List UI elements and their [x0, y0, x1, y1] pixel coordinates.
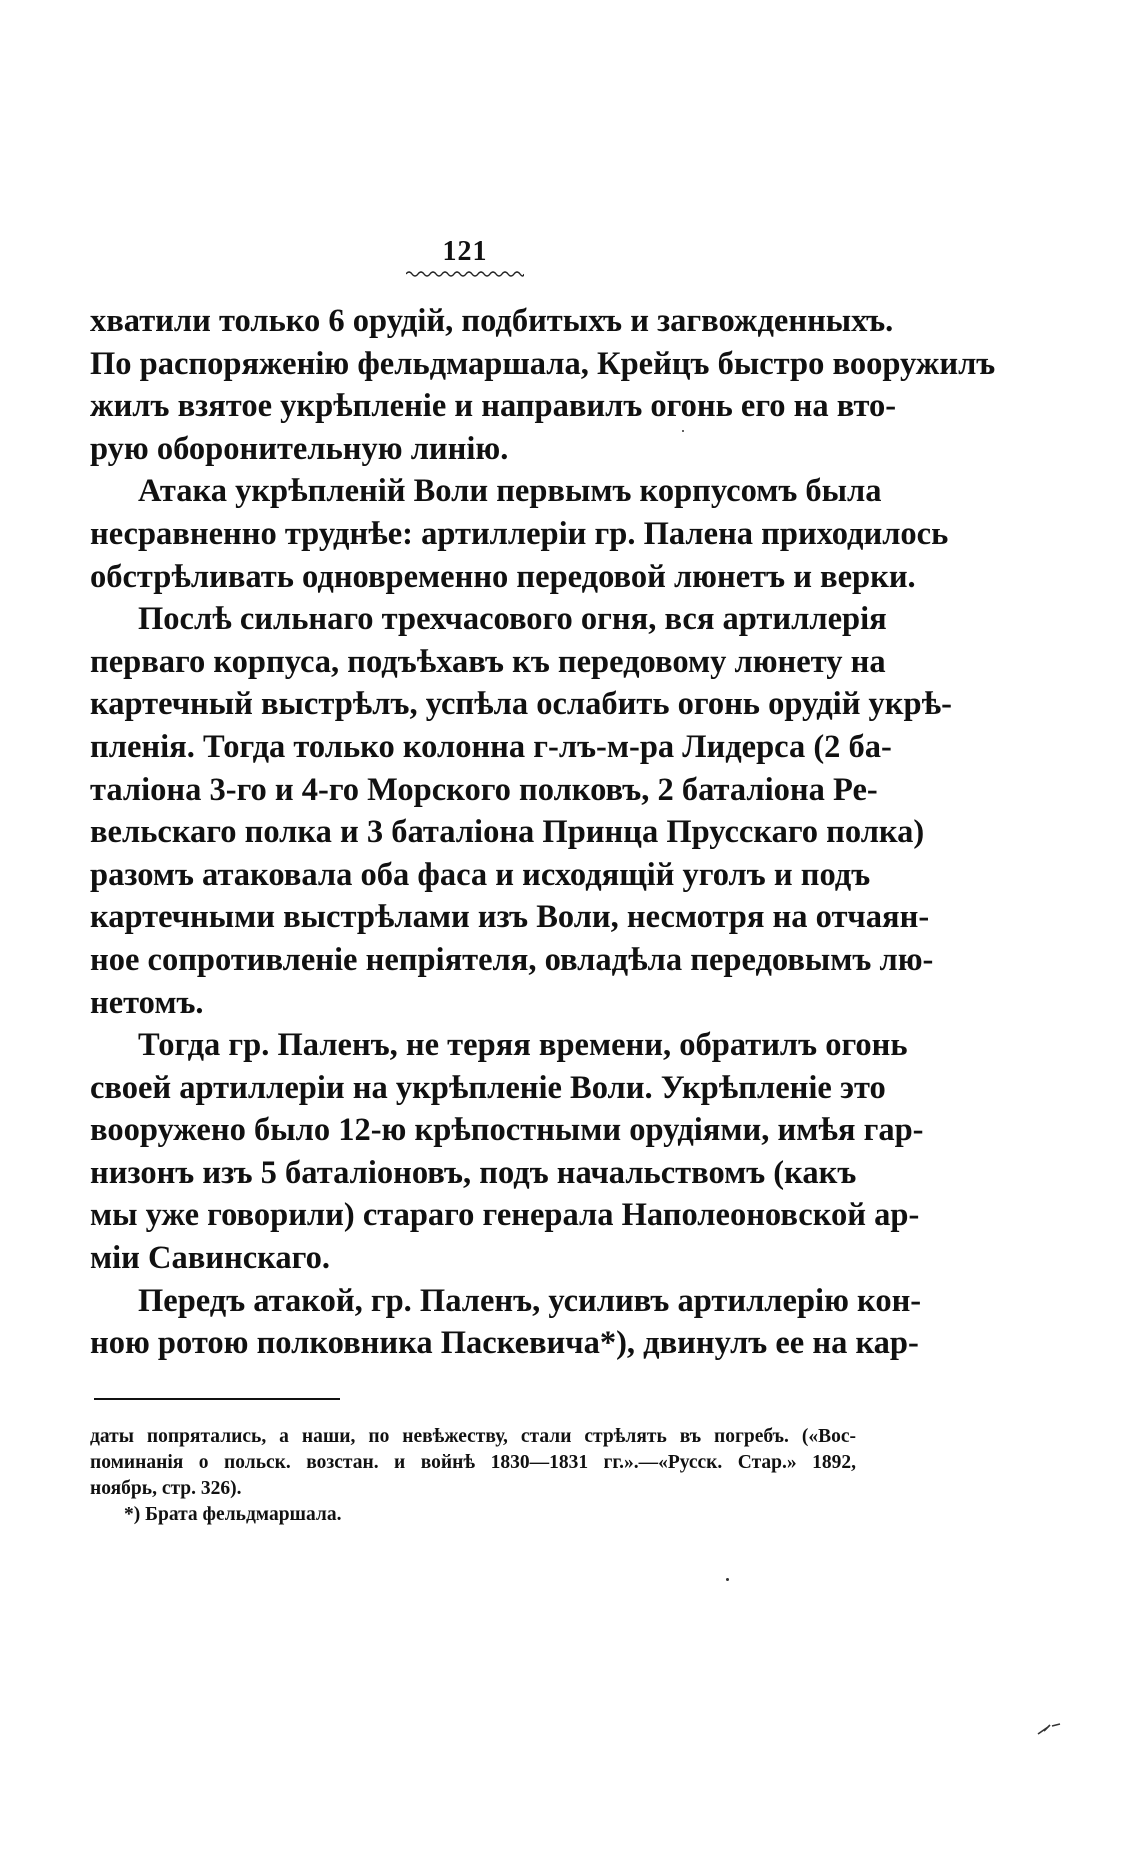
footnote-line: поминанія о польск. возстан. и войнѣ 1830—1831 гг.».—«Русск. Стар.» 1892,: [90, 1452, 856, 1473]
text-line: вельскаго полка и 3 баталіона Принца Прусскаго полка): [90, 814, 925, 851]
text-line: ною ротою полковника Паскевича*), двинулъ ее на кар-: [90, 1325, 919, 1362]
text-line: міи Савинскаго.: [90, 1240, 330, 1277]
footnote-line: ноябрь, стр. 326).: [90, 1478, 242, 1499]
text-line: нетомъ.: [90, 984, 204, 1021]
page-number: 121: [442, 236, 488, 267]
paper-speck: [726, 1578, 729, 1581]
footnote-divider: [94, 1398, 340, 1400]
paragraph-start: Послѣ сильнаго трехчасового огня, вся артиллерія: [138, 601, 887, 638]
paragraph-start: Атака укрѣпленій Воли первымъ корпусомъ была: [138, 473, 882, 510]
text-line: мы уже говорили) стараго генерала Наполеоновской ар-: [90, 1197, 920, 1234]
text-line: обстрѣливать одновременно передовой люнетъ и верки.: [90, 558, 916, 595]
footnotes: [90, 1424, 856, 1528]
text-line: пленія. Тогда только колонна г-лъ-м-ра Лидерса (2 ба-: [90, 728, 892, 765]
text-line: перваго корпуса, подъѣхавъ къ передовому люнету на: [90, 643, 886, 680]
text-line: картечными выстрѣлами изъ Воли, несмотря на отчаян-: [90, 899, 930, 936]
footnote-entry: *) Брата фельдмаршала.: [124, 1504, 342, 1525]
text-line: хватили только 6 орудій, подбитыхъ и загвожденныхъ.: [90, 303, 894, 339]
text-line: рую оборонительную линію.: [90, 430, 509, 467]
paragraph-start: Тогда гр. Паленъ, не теряя времени, обратилъ огонь: [138, 1027, 908, 1064]
page-number-ornament: [406, 270, 524, 278]
ink-mark: [1036, 1722, 1062, 1736]
text-line: несравненно труднѣе: артиллеріи гр. Палена приходилось: [90, 515, 949, 552]
text-line: своей артиллеріи на укрѣпленіе Воли. Укрѣпленіе это: [90, 1069, 886, 1106]
text-line: картечный выстрѣлъ, успѣла ослабить огонь орудій укрѣ-: [90, 686, 952, 723]
text-line: вооружено было 12-ю крѣпостными орудіями, имѣя гар-: [90, 1112, 924, 1149]
text-line: низонъ изъ 5 баталіоновъ, подъ начальствомъ (какъ: [90, 1154, 857, 1191]
paragraph-start: Передъ атакой, гр. Паленъ, усиливъ артиллерію кон-: [138, 1282, 922, 1319]
text-line: По распоряженію фельдмаршала, Крейцъ быстро вооружилъ: [90, 345, 996, 382]
text-line: жилъ взятое укрѣпленіе и направилъ огонь его на вто-: [90, 388, 897, 425]
text-line: ное сопротивленіе непріятеля, овладѣла передовымъ лю-: [90, 941, 934, 978]
text-line: таліона 3-го и 4-го Морского полковъ, 2 баталіона Ре-: [90, 771, 878, 808]
body-text: [90, 300, 996, 1365]
paper-speck: [682, 430, 684, 432]
footnote-line: даты попрятались, а наши, по невѣжеству, стали стрѣлять въ погребъ. («Вос-: [90, 1426, 856, 1447]
text-line: разомъ атаковала оба фаса и исходящій уголъ и подъ: [90, 856, 871, 893]
